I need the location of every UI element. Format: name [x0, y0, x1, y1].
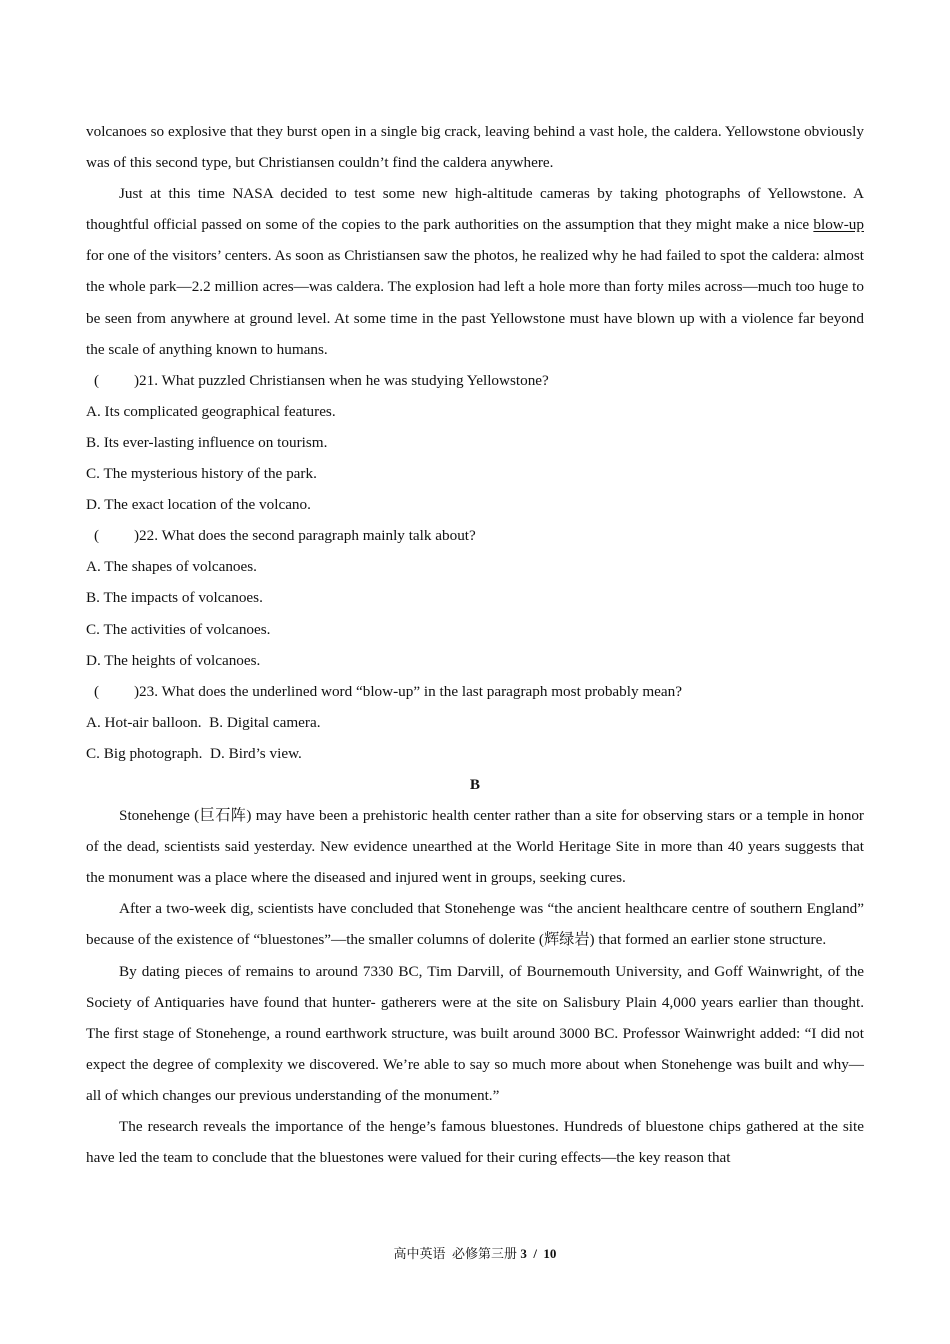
- passage-a-paragraph-1: volcanoes so explosive that they burst open in a single big crack, leaving behind a vast hole, the caldera. Yellowstone obviously was of this second type, but Christiansen couldn’t find the caldera anywhere.: [86, 123, 864, 172]
- question-stem: )23. What does the underlined word “blow-up” in the last paragraph most probably mean?: [134, 682, 682, 700]
- passage-b-paragraph-2: After a two-week dig, scientists have concluded that Stonehenge was “the ancient healthcare centre of southern England” because of the existence of “bluestones”—the smaller columns of dolerite (辉绿岩) that formed an earlier stone structure.: [86, 900, 864, 949]
- question-21: [86, 365, 864, 396]
- passage-b-paragraph-3: By dating pieces of remains to around 7330 BC, Tim Darvill, of Bournemouth University, and Goff Wainwright, of the Society of Antiquaries have found that hunter- gatherers were at the site on Salisbury Plain 4,000 years earlier than thought. The first stage of Stonehenge, a round earthwork structure, was built around 3000 BC. Professor Wainwright added: “I did not expect the degree of complexity we discovered. We’re able to say so much more about when Stonehenge was built and why—all of which changes our previous understanding of the monument.”: [86, 962, 864, 1104]
- option: C. The activities of volcanoes.: [86, 620, 271, 638]
- question-22: [86, 520, 864, 551]
- answer-blank[interactable]: (: [94, 371, 100, 389]
- passage-b-paragraph-4: The research reveals the importance of the henge’s famous bluestones. Hundreds of bluestone chips gathered at the site have led the team to conclude that the bluestones were valued for their curing effects—the key reason that: [86, 1118, 864, 1167]
- question-stem: )21. What puzzled Christiansen when he was studying Yellowstone?: [134, 371, 549, 389]
- paragraph-text: for one of the visitors’ centers. As soon as Christiansen saw the photos, he realized why he had failed to spot the caldera: almost the whole park—2.2 million acres—was caldera. The explosion had left a hole more than forty miles across—much too huge to be seen from anywhere at ground level. At some time in the past Yellowstone must have blown up with a violence far beyond the scale of anything known to humans.: [86, 247, 864, 358]
- paragraph-text: Just at this time NASA decided to test some new high-altitude cameras by taking photographs of Yellowstone. A thoughtful official passed on some of the copies to the park authorities on the assumption that they might make a nice: [86, 185, 864, 234]
- option: A. Hot-air balloon. B. Digital camera.: [86, 713, 321, 731]
- question-23: [86, 676, 864, 707]
- page-footer: [0, 1244, 950, 1264]
- passage-a-paragraph-2: [86, 178, 864, 365]
- section-title: B: [469, 775, 481, 793]
- page-number: 3 / 10: [520, 1246, 557, 1261]
- underlined-word: blow-up: [813, 216, 864, 234]
- passage-b-paragraph-1: Stonehenge (巨石阵) may have been a prehistoric health center rather than a site for observing stars or a temple in honor of the dead, scientists said yesterday. New evidence unearthed at the World Heritage Site in more than 40 years suggests that the monument was a place where the diseased and injured went in groups, seeking cures.: [86, 807, 864, 887]
- option: B. The impacts of volcanoes.: [86, 589, 263, 607]
- option: A. The shapes of volcanoes.: [86, 558, 257, 576]
- answer-blank[interactable]: (: [94, 682, 100, 700]
- option: D. The exact location of the volcano.: [86, 496, 311, 514]
- option: C. The mysterious history of the park.: [86, 465, 317, 483]
- option: C. Big photograph. D. Bird’s view.: [86, 744, 302, 762]
- question-stem: )22. What does the second paragraph mainly talk about?: [134, 527, 476, 545]
- footer-title: 高中英语 必修第三册: [393, 1246, 521, 1261]
- option: A. Its complicated geographical features.: [86, 402, 336, 420]
- option: D. The heights of volcanoes.: [86, 651, 261, 669]
- document-page: [86, 116, 864, 1173]
- answer-blank[interactable]: (: [94, 527, 100, 545]
- option: B. Its ever-lasting influence on tourism.: [86, 433, 328, 451]
